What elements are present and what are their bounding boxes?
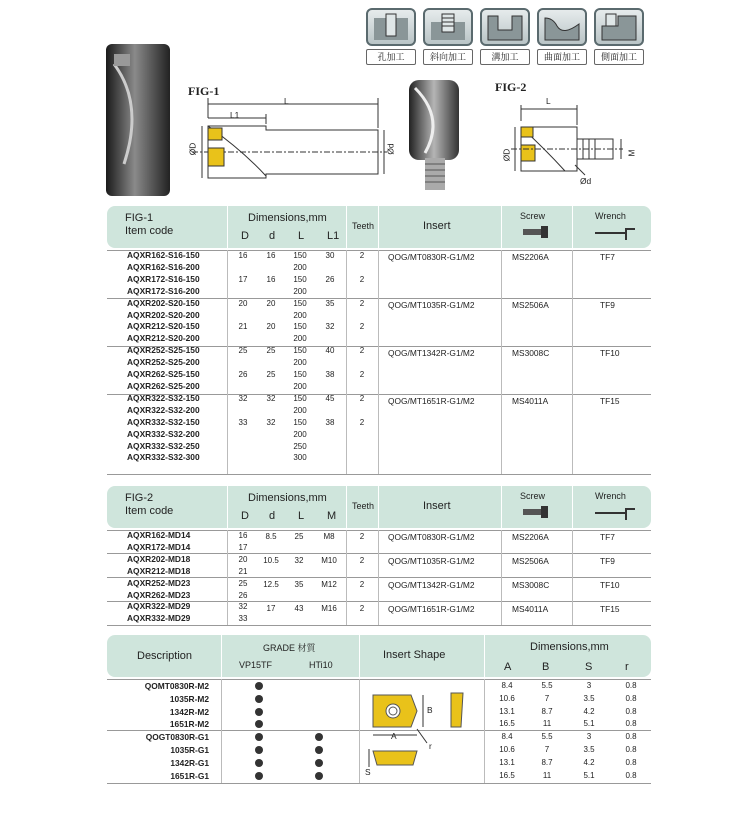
table-cell-L: 200 [293, 262, 307, 272]
table2-item-code: Item code [125, 505, 174, 517]
process-slot [480, 8, 530, 65]
table-cell-S: 3.5 [583, 693, 595, 703]
table-cell-D [235, 441, 251, 453]
screw-icon [523, 226, 549, 241]
table1-teeth-values [356, 250, 368, 464]
table-row-item-code: AQXR322-S32-150 [127, 392, 200, 403]
table-cell-D: 21 [238, 322, 248, 332]
table-cell-L: 150 [293, 322, 307, 332]
table-cell-teeth [356, 357, 368, 369]
table-row-item-code: AQXR252-S25-150 [127, 345, 200, 356]
table-cell-S: 5.1 [583, 770, 595, 780]
table-cell-d [263, 286, 279, 298]
fig2-dim-M: M [626, 149, 637, 157]
table-cell-d [263, 333, 279, 345]
table-cell-L: 32 [294, 556, 304, 565]
table1-insert-3: QOG/MT1342R-G1/M2 [388, 348, 475, 358]
table-row-description: QOMT0830R-M2 [144, 681, 209, 691]
table-cell-teeth: 2 [359, 393, 365, 403]
table-cell-d: 25 [266, 370, 276, 380]
table-cell-L: 150 [293, 417, 307, 427]
table-cell-L: 150 [293, 298, 307, 308]
grade-hti10-dot [315, 733, 323, 741]
table-row-item-code: AQXR202-S20-200 [127, 309, 200, 320]
table1-col-D: D [241, 230, 249, 242]
table-row-item-code: AQXR212-S20-150 [127, 321, 200, 332]
table-cell-L1: 38 [325, 370, 335, 380]
table1-teeth: Teeth [352, 221, 375, 231]
table-cell-L: 200 [293, 381, 307, 391]
table-cell-teeth: 2 [359, 346, 365, 356]
table1-screw-4: MS4011A [512, 396, 549, 406]
table2-item-codes [127, 530, 190, 625]
table-cell-D: 17 [238, 274, 248, 284]
table-row-item-code: AQXR172-S16-200 [127, 285, 200, 296]
table-row-description: 1035R-G1 [170, 745, 209, 755]
table-cell-d: 17 [266, 604, 276, 613]
table-cell-wrench: TF7 [600, 532, 615, 542]
table-cell-D [235, 357, 251, 369]
table1-insert-4: QOG/MT1651R-G1/M2 [388, 396, 475, 406]
table1-screw-1: MS2206A [512, 252, 549, 262]
table-cell-L1 [322, 310, 338, 322]
table1-insert: Insert [423, 220, 451, 232]
grade-vp15tf-dot [255, 759, 263, 767]
table-cell-screw: MS2206A [512, 532, 549, 542]
shape-label-S: S [365, 767, 371, 777]
table1-header [107, 206, 651, 248]
fig2-tool-photo [405, 78, 463, 193]
table2-col-d: d [269, 510, 276, 522]
table-cell-A: 10.6 [499, 745, 515, 754]
process-hole [366, 8, 416, 65]
table-cell-D: 33 [238, 614, 248, 624]
table-cell-D: 32 [238, 602, 248, 612]
table-cell-d [263, 429, 279, 441]
table-cell-M: M16 [321, 604, 337, 613]
grade-vp15tf-dot [255, 746, 263, 754]
grade-vp15tf-dot [255, 720, 263, 728]
table1-insert-2: QOG/MT1035R-G1/M2 [388, 300, 475, 310]
grade-hti10-dot [315, 759, 323, 767]
table2-body [107, 530, 651, 627]
table1-col-L1: L1 [327, 230, 340, 242]
table-cell-teeth [356, 333, 368, 345]
table-cell-d: 16 [266, 274, 276, 284]
table-cell-L: 150 [293, 370, 307, 380]
table1-screw-2: MS2506A [512, 300, 549, 310]
table-cell-d [263, 405, 279, 417]
table-cell-teeth [356, 310, 368, 322]
fig1-dim-d: Ød [385, 143, 396, 155]
table-cell-D [235, 452, 251, 464]
table-cell-d [263, 452, 279, 464]
table-cell-r: 0.8 [625, 719, 637, 729]
table2-col-L: L [298, 510, 305, 522]
table-cell-B: 8.7 [541, 757, 553, 767]
table-cell-wrench: TF10 [600, 580, 620, 590]
table-cell-D [235, 310, 251, 322]
table-row-description: 1342R-M2 [169, 706, 209, 717]
table1-wrench-1: TF7 [600, 252, 615, 262]
table1-screw-3: MS3008C [512, 348, 550, 358]
grade-vp15tf-dot [255, 682, 263, 690]
table3-grade-2: HTi10 [309, 660, 333, 670]
table-row-item-code: AQXR162-S16-150 [127, 250, 200, 260]
table1-wrench: Wrench [595, 211, 626, 221]
table-cell-teeth [356, 441, 368, 453]
table-row-item-code: AQXR332-S32-200 [127, 428, 200, 439]
grade-vp15tf-dot [255, 708, 263, 716]
table1-wrench-2: TF9 [600, 300, 615, 310]
process-label: 斜向加工 [423, 49, 473, 65]
table-row-item-code: AQXR322-S32-200 [127, 404, 200, 415]
table-cell-teeth: 2 [359, 322, 365, 332]
fig2-dim-L: L [546, 96, 551, 106]
process-side [594, 8, 644, 65]
table-cell-A: 10.6 [499, 693, 515, 703]
table-row-description: 1651R-G1 [170, 770, 209, 781]
table2-col-M: M [327, 510, 337, 522]
table-row-item-code: AQXR212-MD18 [127, 565, 191, 576]
table-cell-teeth [356, 429, 368, 441]
table-row-item-code: AQXR252-S25-200 [127, 357, 200, 368]
side-face-process-icon [594, 8, 644, 46]
table-cell-teeth: 2 [359, 417, 365, 427]
grade-hti10-dot [315, 746, 323, 754]
table2-wrench: Wrench [595, 491, 626, 501]
table-cell-M: M10 [321, 556, 337, 565]
table-cell-B: 5.5 [541, 732, 553, 742]
table-cell-D: 20 [238, 554, 248, 564]
table2-title: FIG-2 [125, 492, 154, 504]
table-cell-teeth: 2 [359, 556, 365, 565]
table-cell-teeth [356, 262, 368, 274]
table-cell-L1 [322, 357, 338, 369]
table-cell-insert: QOG/MT1651R-G1/M2 [388, 604, 475, 614]
wrench-icon [595, 506, 635, 523]
table-cell-D [235, 405, 251, 417]
table-cell-D [235, 381, 251, 393]
table-cell-S: 5.1 [583, 719, 595, 729]
table-cell-A: 16.5 [499, 719, 515, 729]
table-cell-L: 200 [293, 310, 307, 320]
fig1-dim-L: L [284, 96, 289, 106]
table-cell-D: 25 [238, 346, 248, 356]
table-cell-D [235, 262, 251, 274]
table-cell-r: 0.8 [625, 770, 637, 780]
table-cell-M: M8 [323, 532, 335, 541]
table1-col-L: L [298, 230, 305, 242]
table2-teeth: Teeth [352, 501, 375, 511]
table3-col-A: A [504, 661, 512, 673]
table-cell-screw: MS3008C [512, 580, 550, 590]
table-cell-r: 0.8 [625, 745, 637, 754]
table-cell-d: 25 [266, 346, 276, 356]
table-cell-D: 21 [238, 566, 248, 576]
table-row-item-code: AQXR172-MD14 [127, 541, 191, 552]
table-cell-teeth: 2 [359, 532, 365, 541]
table-cell-teeth: 2 [359, 604, 365, 613]
table-cell-B: 5.5 [541, 681, 553, 690]
table-cell-L: 200 [293, 286, 307, 296]
fig1-dim-D: ØD [187, 142, 198, 156]
table-cell-A: 13.1 [499, 706, 515, 716]
table-cell-D: 16 [238, 531, 248, 540]
table-cell-insert: QOG/MT1342R-G1/M2 [388, 580, 475, 590]
table2-dimensions: Dimensions,mm [248, 492, 327, 504]
fig2-drawing [505, 95, 645, 185]
fig2-title: FIG-2 [495, 80, 527, 94]
table3-grade: GRADE 材質 [263, 643, 316, 653]
process-label: 溝加工 [480, 49, 530, 65]
table-row-item-code: AQXR332-S32-150 [127, 416, 200, 427]
table3-header [107, 635, 651, 677]
table-cell-wrench: TF9 [600, 556, 615, 566]
table2-screw: Screw [520, 491, 546, 501]
slot-process-icon [480, 8, 530, 46]
table-cell-teeth [356, 381, 368, 393]
table-cell-A: 13.1 [499, 757, 515, 767]
table-cell-d: 32 [266, 417, 276, 427]
table-cell-A: 8.4 [501, 681, 513, 690]
table-cell-D: 26 [238, 590, 248, 600]
fig2-dim-D: ØD [501, 148, 512, 162]
table-cell-r: 0.8 [625, 693, 637, 703]
table-cell-d: 16 [266, 251, 276, 260]
fig1-dim-L1: L1 [230, 110, 240, 120]
table1-item-code: Item code [125, 225, 174, 237]
table-cell-teeth: 2 [359, 580, 365, 589]
table-cell-L1: 30 [325, 251, 335, 260]
table-cell-d [263, 357, 279, 369]
table1-body [107, 250, 651, 475]
table-row-item-code: AQXR262-MD23 [127, 589, 191, 600]
table3-insert-shape: Insert Shape [383, 649, 446, 661]
hole-process-icon [366, 8, 416, 46]
table1-title: FIG-1 [125, 212, 154, 224]
table-cell-L1: 35 [325, 298, 335, 308]
table-row-description: QOGT0830R-G1 [145, 732, 209, 743]
process-curved [537, 8, 587, 65]
process-label: 側面加工 [594, 49, 644, 65]
table3-col-B: B [542, 661, 550, 673]
table-row-item-code: AQXR172-S16-150 [127, 273, 200, 284]
table-row-description: 1035R-M2 [169, 693, 209, 704]
table-row-item-code: AQXR332-S32-300 [127, 452, 200, 463]
table-cell-d [263, 441, 279, 453]
table1-wrench-3: TF10 [600, 348, 620, 358]
table-cell-L: 150 [293, 251, 307, 260]
table-cell-teeth: 2 [359, 274, 365, 284]
table-cell-teeth [356, 405, 368, 417]
table-cell-D: 33 [238, 417, 248, 427]
grade-vp15tf-dot [255, 695, 263, 703]
grade-vp15tf-dot [255, 733, 263, 741]
table-cell-B: 7 [544, 745, 550, 754]
table-row-item-code: AQXR262-S25-200 [127, 380, 200, 391]
table-row-item-code: AQXR322-MD29 [127, 601, 191, 612]
table-cell-r: 0.8 [625, 757, 637, 767]
table-cell-L1 [322, 452, 338, 464]
table-row-description: 1342R-G1 [170, 757, 209, 768]
table-cell-D: 32 [238, 393, 248, 403]
shape-label-A: A [391, 731, 397, 741]
table-cell-L: 150 [293, 274, 307, 284]
table1-item-codes [127, 250, 200, 464]
table-cell-insert: QOG/MT1035R-G1/M2 [388, 556, 475, 566]
table-cell-teeth [356, 452, 368, 464]
table2-insert: Insert [423, 500, 451, 512]
table3-col-r: r [625, 661, 629, 673]
table-cell-teeth: 2 [359, 251, 365, 260]
table-cell-D: 17 [238, 542, 248, 552]
process-label: 曲面加工 [537, 49, 587, 65]
table-cell-D [235, 429, 251, 441]
table-cell-L1: 38 [325, 417, 335, 427]
table-cell-L1 [322, 262, 338, 274]
table-cell-d: 12.5 [263, 580, 279, 589]
table-cell-B: 11 [542, 770, 552, 780]
table3-dimensions: Dimensions,mm [530, 641, 609, 653]
table-cell-S: 4.2 [583, 706, 595, 716]
table-cell-L1 [322, 381, 338, 393]
table3-description: Description [137, 650, 193, 662]
table-cell-teeth: 2 [359, 298, 365, 308]
table-row-item-code: AQXR202-S20-150 [127, 297, 200, 308]
fig1-tool-photo [104, 44, 172, 196]
table-cell-S: 3 [586, 681, 592, 690]
table1-L1-values [322, 250, 338, 464]
wrench-icon [595, 226, 635, 243]
table-row-item-code: AQXR202-MD18 [127, 553, 191, 564]
table-cell-screw: MS2506A [512, 556, 549, 566]
table-cell-L: 250 [293, 441, 307, 451]
table-row-item-code: AQXR252-MD23 [127, 577, 191, 588]
table-cell-L: 200 [293, 334, 307, 344]
table1-d-values [263, 250, 279, 464]
table-cell-d: 20 [266, 298, 276, 308]
table-row-description: 1651R-M2 [169, 719, 209, 730]
ramping-process-icon [423, 8, 473, 46]
table-row-item-code: AQXR332-MD29 [127, 613, 191, 624]
screw-icon [523, 506, 549, 521]
table1-insert-1: QOG/MT0830R-G1/M2 [388, 252, 475, 262]
table-cell-L1 [322, 429, 338, 441]
table-cell-L: 150 [293, 393, 307, 403]
table-cell-L: 25 [294, 532, 304, 541]
shape-label-B: B [427, 705, 433, 715]
table1-screw: Screw [520, 211, 546, 221]
curved-surface-process-icon [537, 8, 587, 46]
table-cell-teeth: 2 [359, 370, 365, 380]
process-label: 孔加工 [366, 49, 416, 65]
table-cell-B: 7 [544, 693, 550, 703]
table1-D-values [235, 250, 251, 464]
table-cell-S: 4.2 [583, 757, 595, 767]
table-cell-A: 16.5 [499, 770, 515, 780]
table-row-item-code: AQXR332-S32-250 [127, 440, 200, 451]
table3-grade-1: VP15TF [239, 660, 273, 670]
table2-header [107, 486, 651, 528]
table-cell-L1 [322, 405, 338, 417]
table1-wrench-4: TF15 [600, 396, 620, 406]
table-cell-L1 [322, 333, 338, 345]
table-cell-teeth [356, 286, 368, 298]
table3-body [107, 679, 651, 789]
table-cell-D [235, 333, 251, 345]
fig1-title: FIG-1 [188, 84, 220, 98]
table-cell-d [263, 310, 279, 322]
table-cell-S: 3.5 [583, 745, 595, 754]
table-cell-d: 8.5 [265, 532, 277, 541]
table2-col-D: D [241, 510, 249, 522]
table-cell-L1: 32 [325, 322, 335, 332]
table-row-item-code: AQXR262-S25-150 [127, 369, 200, 380]
shape-label-r: r [429, 741, 432, 751]
table-cell-d [263, 262, 279, 274]
table-cell-S: 3 [586, 732, 592, 742]
table-cell-d: 20 [266, 322, 276, 332]
table-cell-D: 20 [238, 298, 248, 308]
table1-L-values [289, 250, 311, 464]
table-cell-D: 26 [238, 370, 248, 380]
table-row-item-code: AQXR212-S20-200 [127, 333, 200, 344]
process-ramping [423, 8, 473, 65]
table-cell-d: 10.5 [263, 556, 279, 565]
table-cell-d [263, 381, 279, 393]
table-row-item-code: AQXR162-MD14 [127, 530, 191, 540]
table-cell-B: 11 [542, 719, 552, 729]
table3-col-S: S [585, 661, 593, 673]
table-cell-d: 32 [266, 393, 276, 403]
fig2-dim-d: Ød [580, 176, 592, 186]
table-cell-L: 300 [293, 453, 307, 463]
table-cell-L: 200 [293, 405, 307, 415]
table-cell-L: 150 [293, 346, 307, 356]
table1-dimensions: Dimensions,mm [248, 212, 327, 224]
table1-col-d: d [269, 230, 276, 242]
table-cell-wrench: TF15 [600, 604, 620, 614]
table-row-item-code: AQXR162-S16-200 [127, 261, 200, 272]
table-cell-A: 8.4 [501, 732, 513, 742]
table-cell-D [235, 286, 251, 298]
table-cell-L: 35 [294, 580, 304, 589]
table-cell-screw: MS4011A [512, 604, 549, 614]
table-cell-L1: 40 [325, 346, 335, 356]
table-cell-L: 200 [293, 429, 307, 439]
table-cell-r: 0.8 [625, 681, 637, 690]
grade-hti10-dot [315, 772, 323, 780]
table-cell-L: 200 [293, 358, 307, 368]
table-cell-D: 16 [238, 251, 248, 260]
table2-D-values [235, 530, 251, 625]
table-cell-L1 [322, 441, 338, 453]
table-cell-r: 0.8 [625, 706, 637, 716]
table-cell-r: 0.8 [625, 732, 637, 742]
table-cell-insert: QOG/MT0830R-G1/M2 [388, 532, 475, 542]
table-cell-B: 8.7 [541, 706, 553, 716]
table-cell-L: 43 [294, 604, 304, 613]
insert-shape-drawing [365, 685, 480, 779]
table-cell-D: 25 [238, 578, 248, 588]
table-cell-L1 [322, 286, 338, 298]
table-cell-L1: 26 [325, 274, 335, 284]
table-cell-M: M12 [321, 580, 337, 589]
grade-vp15tf-dot [255, 772, 263, 780]
table-cell-L1: 45 [325, 393, 335, 403]
